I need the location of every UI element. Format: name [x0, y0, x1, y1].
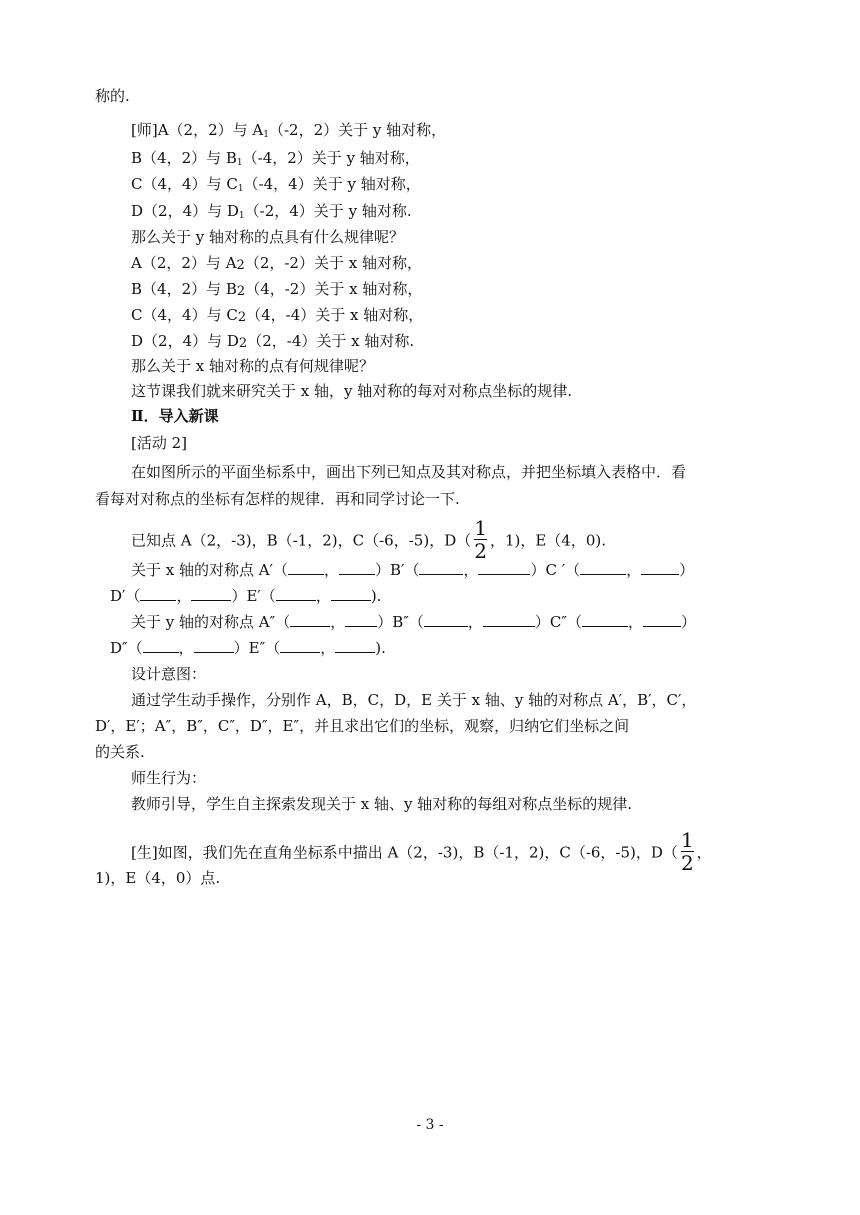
answer-blank[interactable] [331, 586, 371, 601]
answer-blank[interactable] [280, 638, 320, 653]
page-number: - 3 - [416, 1117, 444, 1133]
text-line: 通过学生动手操作，分别作 A，B，C，D，E 关于 x 轴、y 轴的对称点 A′，B′，C′， [131, 691, 697, 709]
text-line: 的关系. [95, 743, 145, 761]
text-line: B（4，2）与 $B_1(-4$，2）关于 y 轴对称， [131, 149, 420, 168]
answer-blank[interactable] [483, 612, 535, 627]
text-line: 关于 x 轴的对称点 A′（ ， ）B′（ ， ）C ′（ ， ） [131, 561, 695, 579]
answer-blank[interactable] [335, 638, 375, 653]
text-line: D（2，4）与 $D_1(-2$，4）关于 y 轴对称. [131, 202, 412, 221]
text-line: 设计意图： [131, 665, 207, 683]
section-heading: Ⅱ．导入新课 [131, 407, 219, 425]
fraction: $\frac{1}{2}$ [474, 516, 487, 563]
text-line: C（4，4）与 $C_1(-4$，4）关于 y 轴对称， [131, 175, 421, 194]
answer-blank[interactable] [424, 612, 468, 627]
fraction: $\frac{1}{2}$ [680, 828, 694, 875]
text-line: D（2，4）与 D2（2，-4）关于 x 轴对称. [131, 332, 415, 351]
answer-blank[interactable] [290, 612, 330, 627]
text-line: 那么关于 y 轴对称的点具有什么规律呢？ [131, 228, 405, 246]
text-line: 这节课我们就来研究关于 x 轴，y 轴对称的每对对称点坐标的规律. [131, 382, 573, 400]
text-line: [活动 2] [131, 434, 188, 452]
answer-blank[interactable] [478, 560, 530, 575]
answer-blank[interactable] [641, 560, 679, 575]
text-line: [师]A（2，2）与 $A_1(-2$，2）关于 y 轴对称， [131, 121, 447, 140]
text-line: 师生行为： [131, 769, 207, 787]
answer-blank[interactable] [419, 560, 463, 575]
answer-blank[interactable] [580, 560, 626, 575]
text-line: 看每对对称点的坐标有怎样的规律．再和同学讨论一下. [95, 490, 460, 508]
text-line: D′（ ， ）E′（ ， ). [110, 587, 382, 605]
answer-blank[interactable] [345, 612, 377, 627]
text-line: [生]如图，我们先在直角坐标系中描出 A（2，-3)，B（-1，2)，C（-6，-5)，D（ $\frac{1}{2}$ ， [131, 828, 712, 875]
text-line: D″（ ， ）E″（ ， ). [110, 639, 386, 657]
answer-blank[interactable] [140, 586, 176, 601]
text-line: A（2，2）与 A2（2，-2）关于 x 轴对称， [131, 254, 422, 273]
text-line: 那么关于 x 轴对称的点有何规律呢？ [131, 357, 374, 375]
text-line: 称的. [95, 87, 130, 105]
text-line: D′，E′；A″，B″，C″，D″，E″，并且求出它们的坐标，观察，归纳它们坐标之间 [95, 717, 630, 735]
text-line: 已知点 A（2，-3)，B（-1，2)，C（-6，-5)，D（ $\frac{1}{2}$ ，1)，E（4，0). [131, 516, 607, 563]
answer-blank[interactable] [288, 560, 324, 575]
answer-blank[interactable] [191, 586, 231, 601]
answer-blank[interactable] [143, 638, 179, 653]
answer-blank[interactable] [582, 612, 628, 627]
answer-blank[interactable] [194, 638, 234, 653]
text-line: 教师引导，学生自主探索发现关于 x 轴、y 轴对称的每组对称点坐标的规律. [131, 795, 633, 813]
text-line: 在如图所示的平面坐标系中，画出下列已知点及其对称点，并把坐标填入表格中．看 [131, 463, 687, 481]
answer-blank[interactable] [276, 586, 316, 601]
text-line: 关于 y 轴的对称点 A″（ ， ）B″（ ， ）C″（ ， ） [131, 613, 697, 631]
text-line: B（4，2）与 B2（4，-2）关于 x 轴对称， [131, 280, 423, 299]
answer-blank[interactable] [643, 612, 681, 627]
text-line: 1)，E（4，0）点. [95, 869, 221, 887]
text-line: C（4，4）与 C2（4，-4）关于 x 轴对称， [131, 306, 424, 325]
answer-blank[interactable] [339, 560, 375, 575]
